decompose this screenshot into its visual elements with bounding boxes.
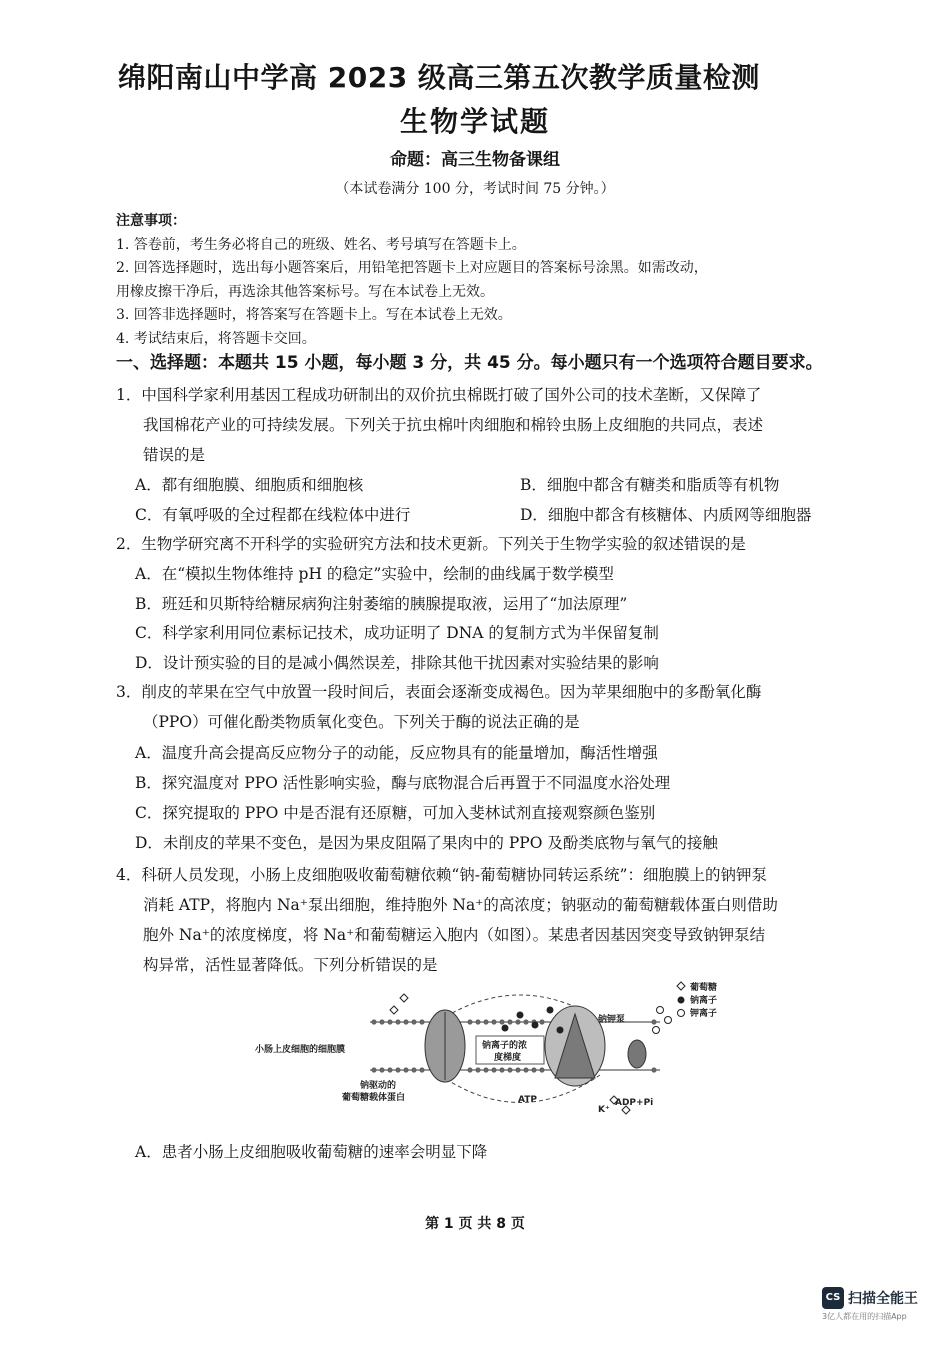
carrier-label: 钠驱动的	[360, 1081, 397, 1091]
phospholipid-head	[539, 1067, 544, 1072]
score-info: （本试卷满分 100 分，考试时间 75 分钟。）	[335, 181, 615, 197]
question-stem: 4．科研人员发现，小肠上皮细胞吸收葡萄糖依赖“钠-葡萄糖协同转运系统”：细胞膜上的钠钾泵	[116, 866, 767, 884]
question-2-stem: 2．生物学研究离不开科学的实验研究方法和技术更新。下列关于生物学实验的叙述错误的是	[116, 535, 746, 553]
q2-option-b: B．班廷和贝斯特给糖尿病狗注射萎缩的胰腺提取液，运用了“加法原理”	[135, 595, 628, 613]
phospholipid-head	[371, 1019, 376, 1024]
scanner-name: 扫描全能王	[848, 1291, 918, 1307]
q3-option-b: B．探究温度对 PPO 活性影响实验，酶与底物混合后再置于不同温度水浴处理	[135, 774, 671, 792]
q2-option-c: C．科学家利用同位素标记技术，成功证明了 DNA 的复制方式为半保留复制	[135, 624, 659, 642]
phospholipid-head	[507, 1067, 512, 1072]
note-item: 2. 回答选择题时，选出每小题答案后，用铅笔把答题卡上对应题目的答案标号涂黑。如需改动，	[116, 260, 708, 276]
q2-option-d: D．设计预实验的目的是减小偶然误差，排除其他干扰因素对实验结果的影响	[135, 654, 659, 672]
phospholipid-head	[651, 1019, 656, 1024]
scanner-tagline: 3亿人都在用的扫描App	[822, 1312, 907, 1321]
phospholipid-head	[379, 1019, 384, 1024]
phospholipid-head	[523, 1019, 528, 1024]
scanner-watermark	[822, 1287, 942, 1322]
phospholipid-head	[395, 1019, 400, 1024]
q1-option-d: D．细胞中都含有核糖体、内质网等细胞器	[520, 506, 812, 524]
q1-option-a: A．都有细胞膜、细胞质和细胞核	[135, 476, 364, 494]
pump-label: 钠钾泵	[598, 1015, 626, 1025]
q2-option-a: A．在“模拟生物体维持 pH 的稳定”实验中，绘制的曲线属于数学模型	[135, 565, 614, 583]
exam-title: 绵阳南山中学高 2023 级高三第五次教学质量检测	[118, 61, 760, 94]
question-stem: 胞外 Na⁺的浓度梯度，将 Na⁺和葡萄糖运入胞内（如图）。某患者因基因突变导致钠钾泵结	[143, 926, 766, 944]
question-stem: 错误的是	[143, 446, 206, 464]
question-stem: （PPO）可催化酚类物质氧化变色。下列关于酶的说法正确的是	[143, 713, 580, 731]
potassium-label: K⁺	[598, 1105, 610, 1115]
notes-block	[116, 210, 708, 351]
phospholipid-head	[371, 1067, 376, 1072]
phospholipid-head	[419, 1019, 424, 1024]
question-stem: 3．削皮的苹果在空气中放置一段时间后，表面会逐渐变成褐色。因为苹果细胞中的多酚氧化酶	[116, 683, 762, 701]
phospholipid-head	[475, 1019, 480, 1024]
phospholipid-head	[515, 1019, 520, 1024]
legend-glucose: 葡萄糖	[690, 983, 718, 993]
notes-heading: 注意事项：	[116, 213, 186, 229]
legend-sodium: 钠离子	[690, 996, 718, 1006]
legend-potassium: 钾离子	[690, 1009, 718, 1019]
phospholipid-head	[467, 1019, 472, 1024]
q1-option-b: B．细胞中都含有糖类和脂质等有机物	[520, 476, 780, 494]
phospholipid-head	[411, 1067, 416, 1072]
question-stem: 消耗 ATP，将胞内 Na⁺泵出细胞，维持胞外 Na⁺的高浓度；钠驱动的葡萄糖载体蛋白则借助	[143, 896, 778, 914]
gradient-label: 度梯度	[494, 1053, 522, 1063]
note-item: 1. 答卷前，考生务必将自己的班级、姓名、考号填写在答题卡上。	[116, 236, 526, 253]
q3-option-d: D．未削皮的苹果不变色，是因为果皮阻隔了果肉中的 PPO 及酚类底物与氧气的接触	[135, 834, 718, 852]
phospholipid-head	[475, 1067, 480, 1072]
exam-subject: 生物学试题	[399, 105, 550, 138]
phospholipid-head	[531, 1067, 536, 1072]
phospholipid-head	[403, 1067, 408, 1072]
question-stem: 构异常，活性显著降低。下列分析错误的是	[143, 956, 438, 974]
phospholipid-head	[523, 1067, 528, 1072]
phospholipid-head	[387, 1019, 392, 1024]
phospholipid-head	[499, 1019, 504, 1024]
diagram-legend	[677, 981, 717, 1019]
phospholipid-head	[507, 1019, 512, 1024]
question-stem: 我国棉花产业的可持续发展。下列关于抗虫棉叶肉细胞和棉铃虫肠上皮细胞的共同点，表述	[143, 416, 764, 434]
membrane-label: 小肠上皮细胞的细胞膜	[255, 1045, 346, 1055]
question-4	[116, 860, 778, 980]
phospholipid-head	[419, 1067, 424, 1072]
page-number: 第 1 页 共 8 页	[425, 1216, 525, 1232]
note-item: 用橡皮擦干净后，再选涂其他答案标号。写在本试卷上无效。	[116, 283, 494, 300]
phospholipid-head	[491, 1067, 496, 1072]
scanner-logo: CS	[822, 1287, 844, 1309]
question-1	[116, 380, 763, 470]
phospholipid-head	[467, 1067, 472, 1072]
phospholipid-head	[403, 1019, 408, 1024]
phospholipid-head	[515, 1067, 520, 1072]
adp-label: ADP+Pi	[615, 1098, 654, 1108]
note-item: 4. 考试结束后，将答题卡交回。	[116, 330, 316, 347]
question-stem: 1．中国科学家利用基因工程成功研制出的双价抗虫棉既打破了国外公司的技术垄断，又保障了	[116, 386, 762, 404]
section-heading: 一、选择题：本题共 15 小题，每小题 3 分，共 45 分。每小题只有一个选项符合题目要求。	[116, 353, 823, 373]
phospholipid-head	[411, 1019, 416, 1024]
q4-option-a: A．患者小肠上皮细胞吸收葡萄糖的速率会明显下降	[135, 1143, 488, 1161]
phospholipid-head	[483, 1019, 488, 1024]
phospholipid-head	[387, 1067, 392, 1072]
setter-line: 命题：高三生物备课组	[390, 150, 560, 170]
phospholipid-head	[539, 1019, 544, 1024]
q3-option-c: C．探究提取的 PPO 中是否混有还原糖，可加入斐林试剂直接观察颜色鉴别	[135, 804, 656, 822]
phospholipid-head	[499, 1067, 504, 1072]
atp-label: ATP	[518, 1095, 538, 1105]
gradient-label: 钠离子的浓	[482, 1041, 528, 1051]
phospholipid-head	[379, 1067, 384, 1072]
note-item: 3. 回答非选择题时，将答案写在答题卡上。写在本试卷上无效。	[116, 307, 512, 323]
carrier-label: 葡萄糖载体蛋白	[342, 1093, 406, 1103]
q1-option-c: C．有氧呼吸的全过程都在线粒体中进行	[135, 506, 411, 524]
question-3	[116, 677, 761, 737]
phospholipid-head	[651, 1067, 656, 1072]
phospholipid-head	[483, 1067, 488, 1072]
pump-subunit	[628, 1040, 646, 1068]
phospholipid-head	[395, 1067, 400, 1072]
phospholipid-head	[491, 1019, 496, 1024]
transport-diagram	[250, 980, 750, 1130]
q3-option-a: A．温度升高会提高反应物分子的动能，反应物具有的能量增加，酶活性增强	[135, 744, 658, 762]
